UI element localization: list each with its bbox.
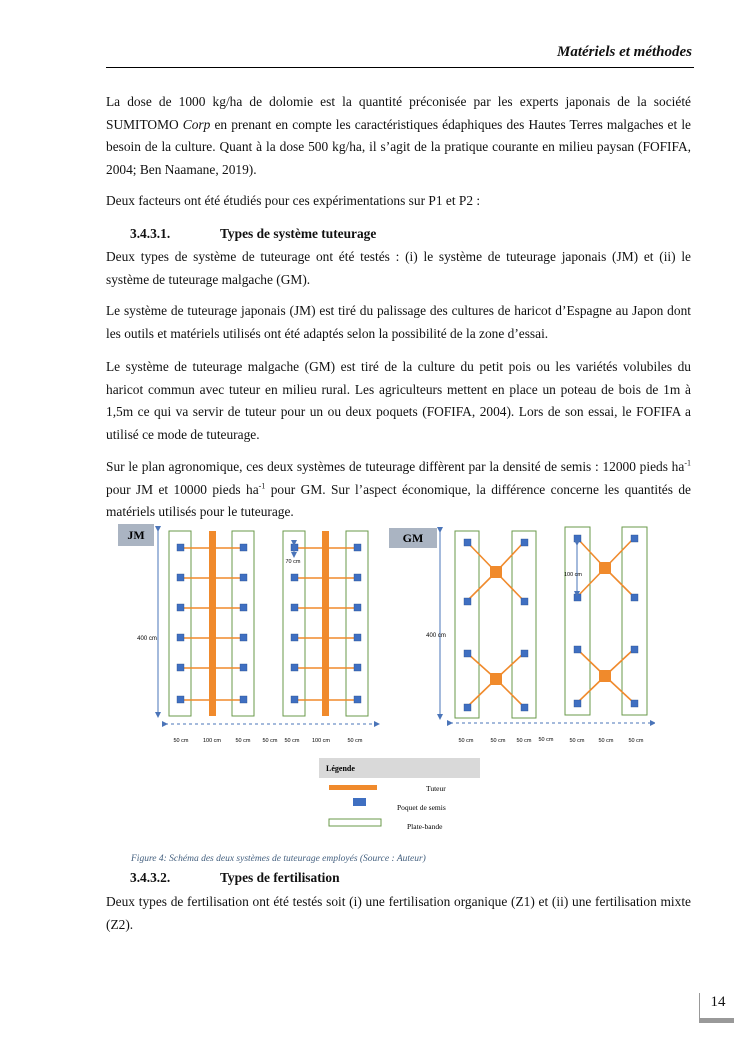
legend-plate-swatch xyxy=(329,819,381,826)
jm-poquets xyxy=(177,544,361,703)
header-rule xyxy=(106,67,694,68)
paragraph-types-tuteurage: Deux types de système de tuteurage ont été testés : (i) le système de tuteurage japonais (JM) et (ii) le système de tuteurage malgache (GM). xyxy=(106,249,691,287)
jm-length-label: 400 cm xyxy=(137,636,157,642)
svg-text:50 cm: 50 cm xyxy=(262,738,278,744)
gm-width-labels xyxy=(459,737,644,744)
legend-plate-label: Plate-bande xyxy=(407,822,443,831)
svg-text:100 cm: 100 cm xyxy=(202,738,222,744)
legend-poquet-label: Poquet de semis xyxy=(397,803,446,812)
paragraph-fertilisation: Deux types de fertilisation ont été testés soit (i) une fertilisation organique (Z1) et (ii) une fertilisation mixte (Z2). xyxy=(106,894,691,932)
svg-text:50 cm: 50 cm xyxy=(458,738,474,744)
svg-text:50 cm: 50 cm xyxy=(173,738,189,744)
jm-plate-band xyxy=(169,531,191,716)
svg-text:100 cm: 100 cm xyxy=(311,738,331,744)
jm-label: JM xyxy=(127,528,145,542)
jm-tuteur xyxy=(209,531,216,716)
svg-text:50 cm: 50 cm xyxy=(235,738,251,744)
svg-text:50 cm: 50 cm xyxy=(490,738,506,744)
figure-caption: Figure 4: Schéma des deux systèmes de tuteurage employés (Source : Auteur) xyxy=(131,854,426,864)
running-header: Matériels et méthodes xyxy=(557,44,692,60)
legend-title: Légende xyxy=(326,764,355,773)
gm-length-label: 400 cm xyxy=(426,633,446,639)
legend-tuteur-label: Tuteur xyxy=(426,784,446,793)
svg-text:50 cm: 50 cm xyxy=(538,737,554,743)
heading-3432: 3.4.3.2. Types de fertilisation xyxy=(130,870,340,885)
jm-plate-band xyxy=(232,531,254,716)
legend-poquet-swatch xyxy=(353,798,366,806)
legend-tuteur-swatch xyxy=(329,785,377,790)
gm-plate-band xyxy=(622,527,647,715)
jm-tuteur xyxy=(322,531,329,716)
gm-plate-band xyxy=(512,531,536,718)
svg-text:50 cm: 50 cm xyxy=(516,738,532,744)
jm-plate-band xyxy=(346,531,368,716)
svg-text:50 cm: 50 cm xyxy=(284,738,300,744)
paragraph-densite: Sur le plan agronomique, ces deux systèmes de tuteurage diffèrent par la densité de semis : 12000 pieds $ha^{-1}$ pour JM et 10000 pieds $ha^{-1}$ pour GM. Sur l’aspect économique, la différence concerne les quantités de matériels utilisés pour le tuteurage. xyxy=(106,458,691,519)
svg-text:50 cm: 50 cm xyxy=(598,738,614,744)
paragraph-facteurs: Deux facteurs ont été étudiés pour ces expérimentations sur P1 et P2 : xyxy=(106,193,481,208)
paragraph-jm: Le système de tuteurage japonais (JM) est tiré du palissage des cultures de haricot d’Espagne au Japon dont les outils et matériels utilisés ont été adaptés selon la possibilité de la zone d’essai. xyxy=(106,303,691,341)
svg-text:50 cm: 50 cm xyxy=(347,738,363,744)
paragraph-gm: Le système de tuteurage malgache (GM) est tiré de la culture du petit pois ou les variétés volubiles du haricot commun avec tuteur en milieu rural. Les agriculteurs mettent en place un poteau de bois de 1m à 1,5m ce qui va servir de tuteur pour un ou deux poquets (FOFIFA, 2004). Lors de son essai, le FOFIFA a utilisé ce mode de tuteurage. xyxy=(106,359,691,442)
gm-plate-band xyxy=(455,531,479,718)
paragraph-dolomie: La dose de 1000 kg/ha de dolomie est la quantité préconisée par les experts japonais de la société SUMITOMO Corp en prenant en compte les caractéristiques édaphiques des Hautes Terres malgaches et le besoin de la culture. Quant à la dose 500 kg/ha, il s’agit de la pratique courante en milieu paysan (FOFIFA, 2004; Ben Naamane, 2019). xyxy=(106,94,691,177)
svg-text:50 cm: 50 cm xyxy=(628,738,644,744)
jm-width-labels xyxy=(174,738,363,744)
jm-ties xyxy=(181,548,357,700)
figure-tuteurage-diagram xyxy=(115,521,655,841)
heading-3431: 3.4.3.1. Types de système tuteurage xyxy=(130,226,377,241)
page-number-bar xyxy=(700,1018,734,1023)
gm-spacing-label: 100 cm xyxy=(563,572,583,578)
gm-label: GM xyxy=(402,531,424,545)
page-number: 14 xyxy=(710,994,726,1010)
svg-text:50 cm: 50 cm xyxy=(569,738,585,744)
jm-spacing-label: 70 cm xyxy=(285,559,301,565)
